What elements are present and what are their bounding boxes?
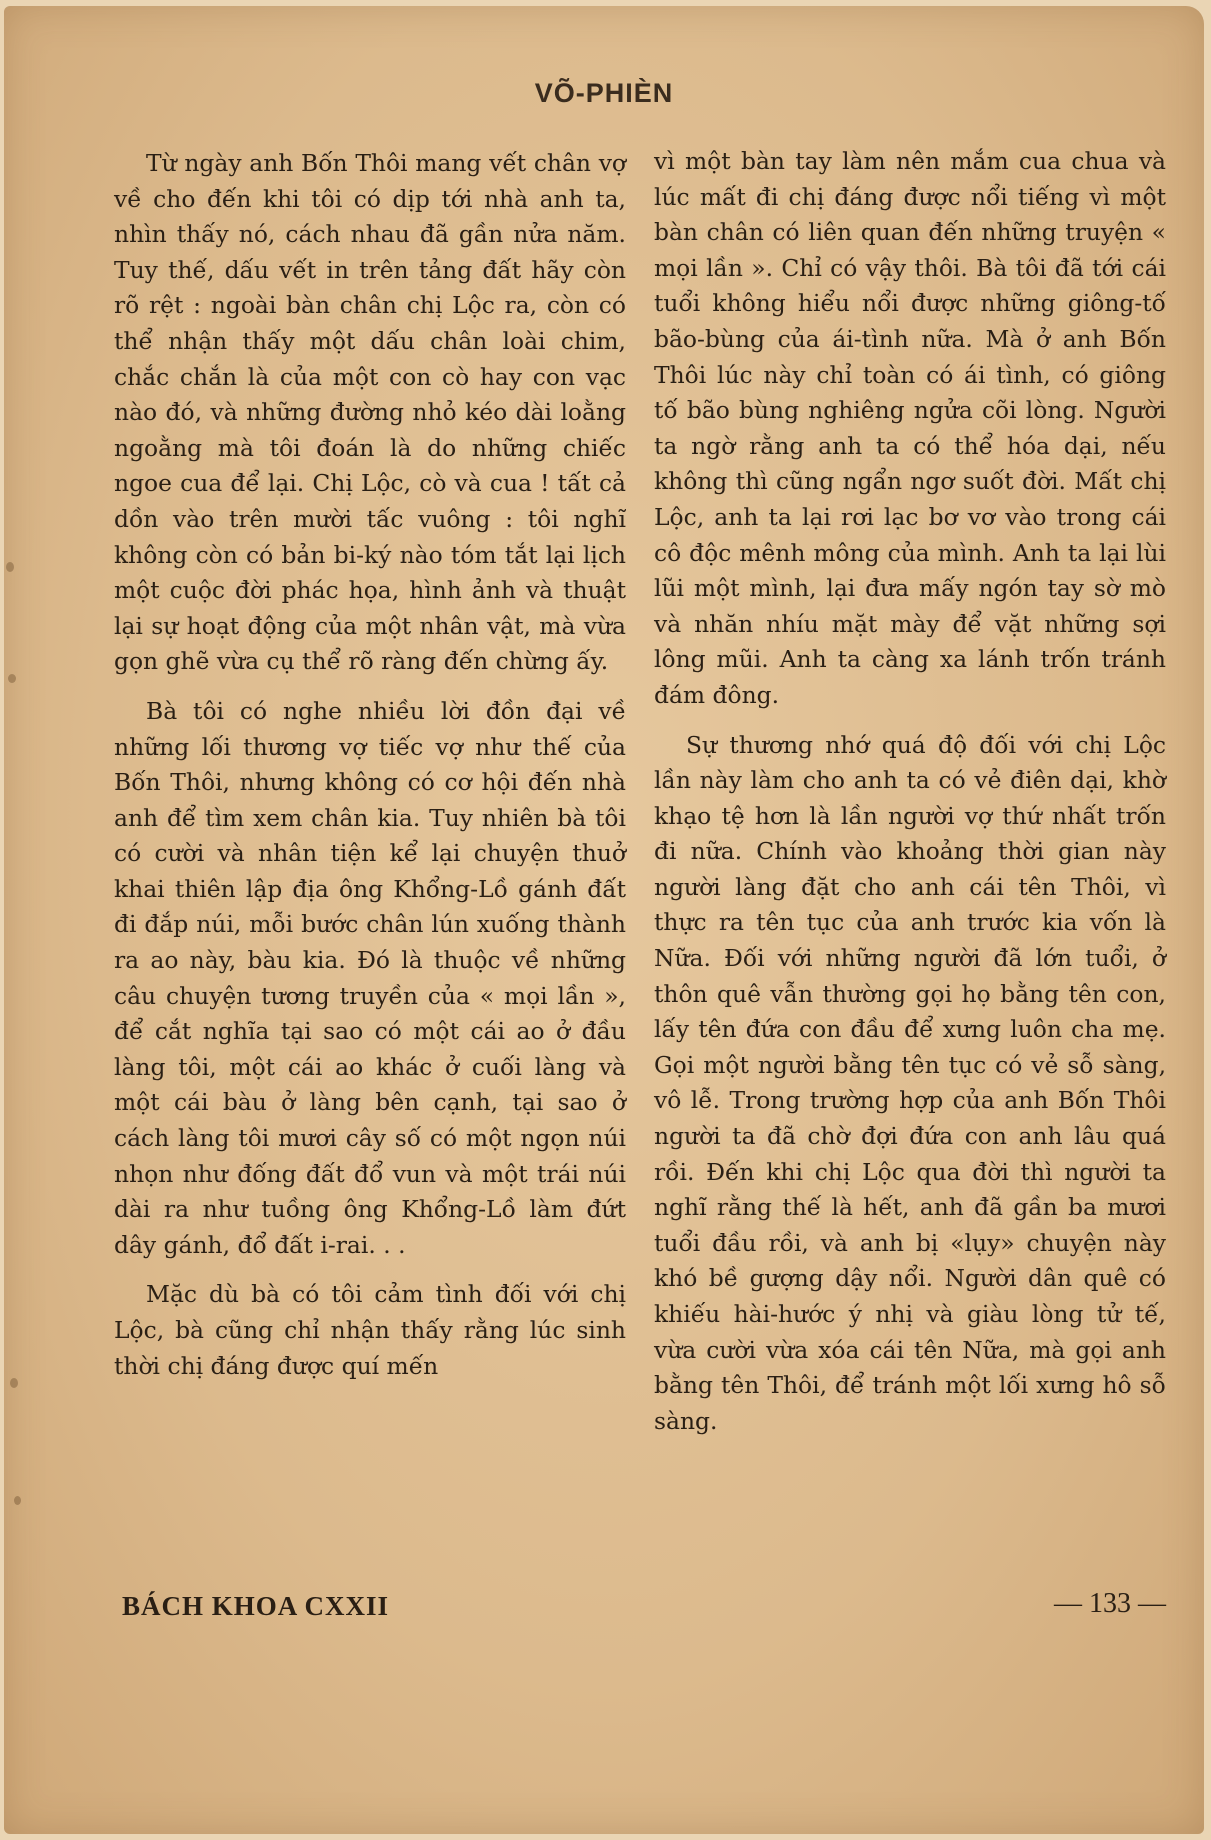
- stain-mark: [10, 1378, 18, 1388]
- stain-mark: [6, 562, 14, 572]
- paragraph: Bà tôi có nghe nhiều lời đồn đại về những lối thương vợ tiếc vợ như thế của Bốn Thôi, nhưng không có cơ hội đến nhà anh để tìm xem chân kia. Tuy nhiên bà tôi có cười và nhân tiện kể lại chuyện thuở khai thiên lập địa ông Khổng-Lồ gánh đất đi đắp núi, mỗi bước chân lún xuống thành ra ao này, bàu kia. Đó là thuộc về những câu chuyện tương truyền của « mọi lần », để cắt nghĩa tại sao có một cái ao ở đầu làng tôi, một cái ao khác ở cuối làng và một cái bàu ở làng bên cạnh, tại sao ở cách làng tôi mươi cây số có một ngọn núi nhọn như đống đất đổ vun và một trái núi dài ra như tuồng ông Khổng-Lồ làm đứt dây gánh, đổ đất i-rai. . .: [114, 696, 626, 1259]
- paragraph: Từ ngày anh Bốn Thôi mang vết chân vợ về cho đến khi tôi có dịp tới nhà anh ta, nhìn thấy nó, cách nhau đã gần nửa năm. Tuy thế, dấu vết in trên tảng đất hãy còn rõ rệt : ngoài bàn chân chị Lộc ra, còn có thể nhận thấy một dấu chân loài chim, chắc chắn là của một con cò hay con vạc nào đó, và những đường nhỏ kéo dài loằng ngoằng mà tôi đoán là do những chiếc ngoe cua để lại. Chị Lộc, cò và cua ! tất cả dồn vào trên mười tấc vuông : tôi nghĩ không còn có bản bi-ký nào tóm tắt lại lịch một cuộc đời phác họa, hình ảnh và thuật lại sự hoạt động của một nhân vật, mà vừa gọn ghẽ vừa cụ thể rõ ràng đến chừng ấy.: [114, 149, 626, 676]
- paragraph: vì một bàn tay làm nên mắm cua chua và lúc mất đi chị đáng được nổi tiếng vì một bàn chân có liên quan đến những truyện « mọi lần ». Chỉ có vậy thôi. Bà tôi đã tới cái tuổi không hiểu nổi được những giông-tố bão-bùng của ái-tình nữa. Mà ở anh Bốn Thôi lúc này chỉ toàn có ái tình, có giông tố bão bùng nghiêng ngửa cõi lòng. Người ta ngờ rằng anh ta có thể hóa dại, nếu không thì cũng ngẩn ngơ suốt đời. Mất chị Lộc, anh ta lại rơi lạc bơ vơ vào trong cái cô độc mênh mông của mình. Anh ta lại lùi lũi một mình, lại đưa mấy ngón tay sờ mò và nhăn nhíu mặt mày để vặt những sợi lông mũi. Anh ta càng xa lánh trốn tránh đám đông.: [654, 147, 1166, 709]
- page-header: VÕ-PHIÈN: [534, 78, 674, 108]
- stain-mark: [8, 674, 16, 683]
- paragraph: Sự thương nhớ quá độ đối với chị Lộc lần này làm cho anh ta có vẻ điên dại, khờ khạo tệ hơn là lần người vợ thứ nhất trốn đi nữa. Chính vào khoảng thời gian này người làng đặt cho anh cái tên Thôi, vì thực ra tên tục của anh trước kia vốn là Nữa. Đối với những người đã lớn tuổi, ở thôn quê vẫn thường gọi họ bằng tên con, lấy tên đứa con đầu để xưng luôn cha mẹ. Gọi một người bằng tên tục có vẻ sỗ sàng, vô lễ. Trong trường hợp của anh Bốn Thôi người ta đã chờ đợi đứa con anh lâu quá rồi. Đến khi chị Lộc qua đời thì người ta nghĩ rằng thế là hết, anh đã gần ba mươi tuổi đầu rồi, và anh bị «lụy» chuyện này khó bề gượng dậy nổi. Người dân quê có khiếu hài-hước ý nhị và giàu lòng tử tế, vừa cười vừa xóa cái tên Nữa, mà gọi anh bằng tên Thôi, để tránh một lối xưng hô sỗ sàng.: [654, 730, 1166, 1435]
- paragraph: Mặc dù bà có tôi cảm tình đối với chị Lộc, bà cũng chỉ nhận thấy rằng lúc sinh thời chị đáng được quí mến: [114, 1280, 626, 1380]
- stain-mark: [14, 1496, 21, 1505]
- left-column: [114, 146, 626, 1384]
- journal-name: BÁCH KHOA CXXII: [122, 1591, 390, 1621]
- page-number: — 133 —: [1054, 1588, 1166, 1619]
- magazine-page: [4, 6, 1204, 1834]
- right-column: [654, 144, 1166, 1439]
